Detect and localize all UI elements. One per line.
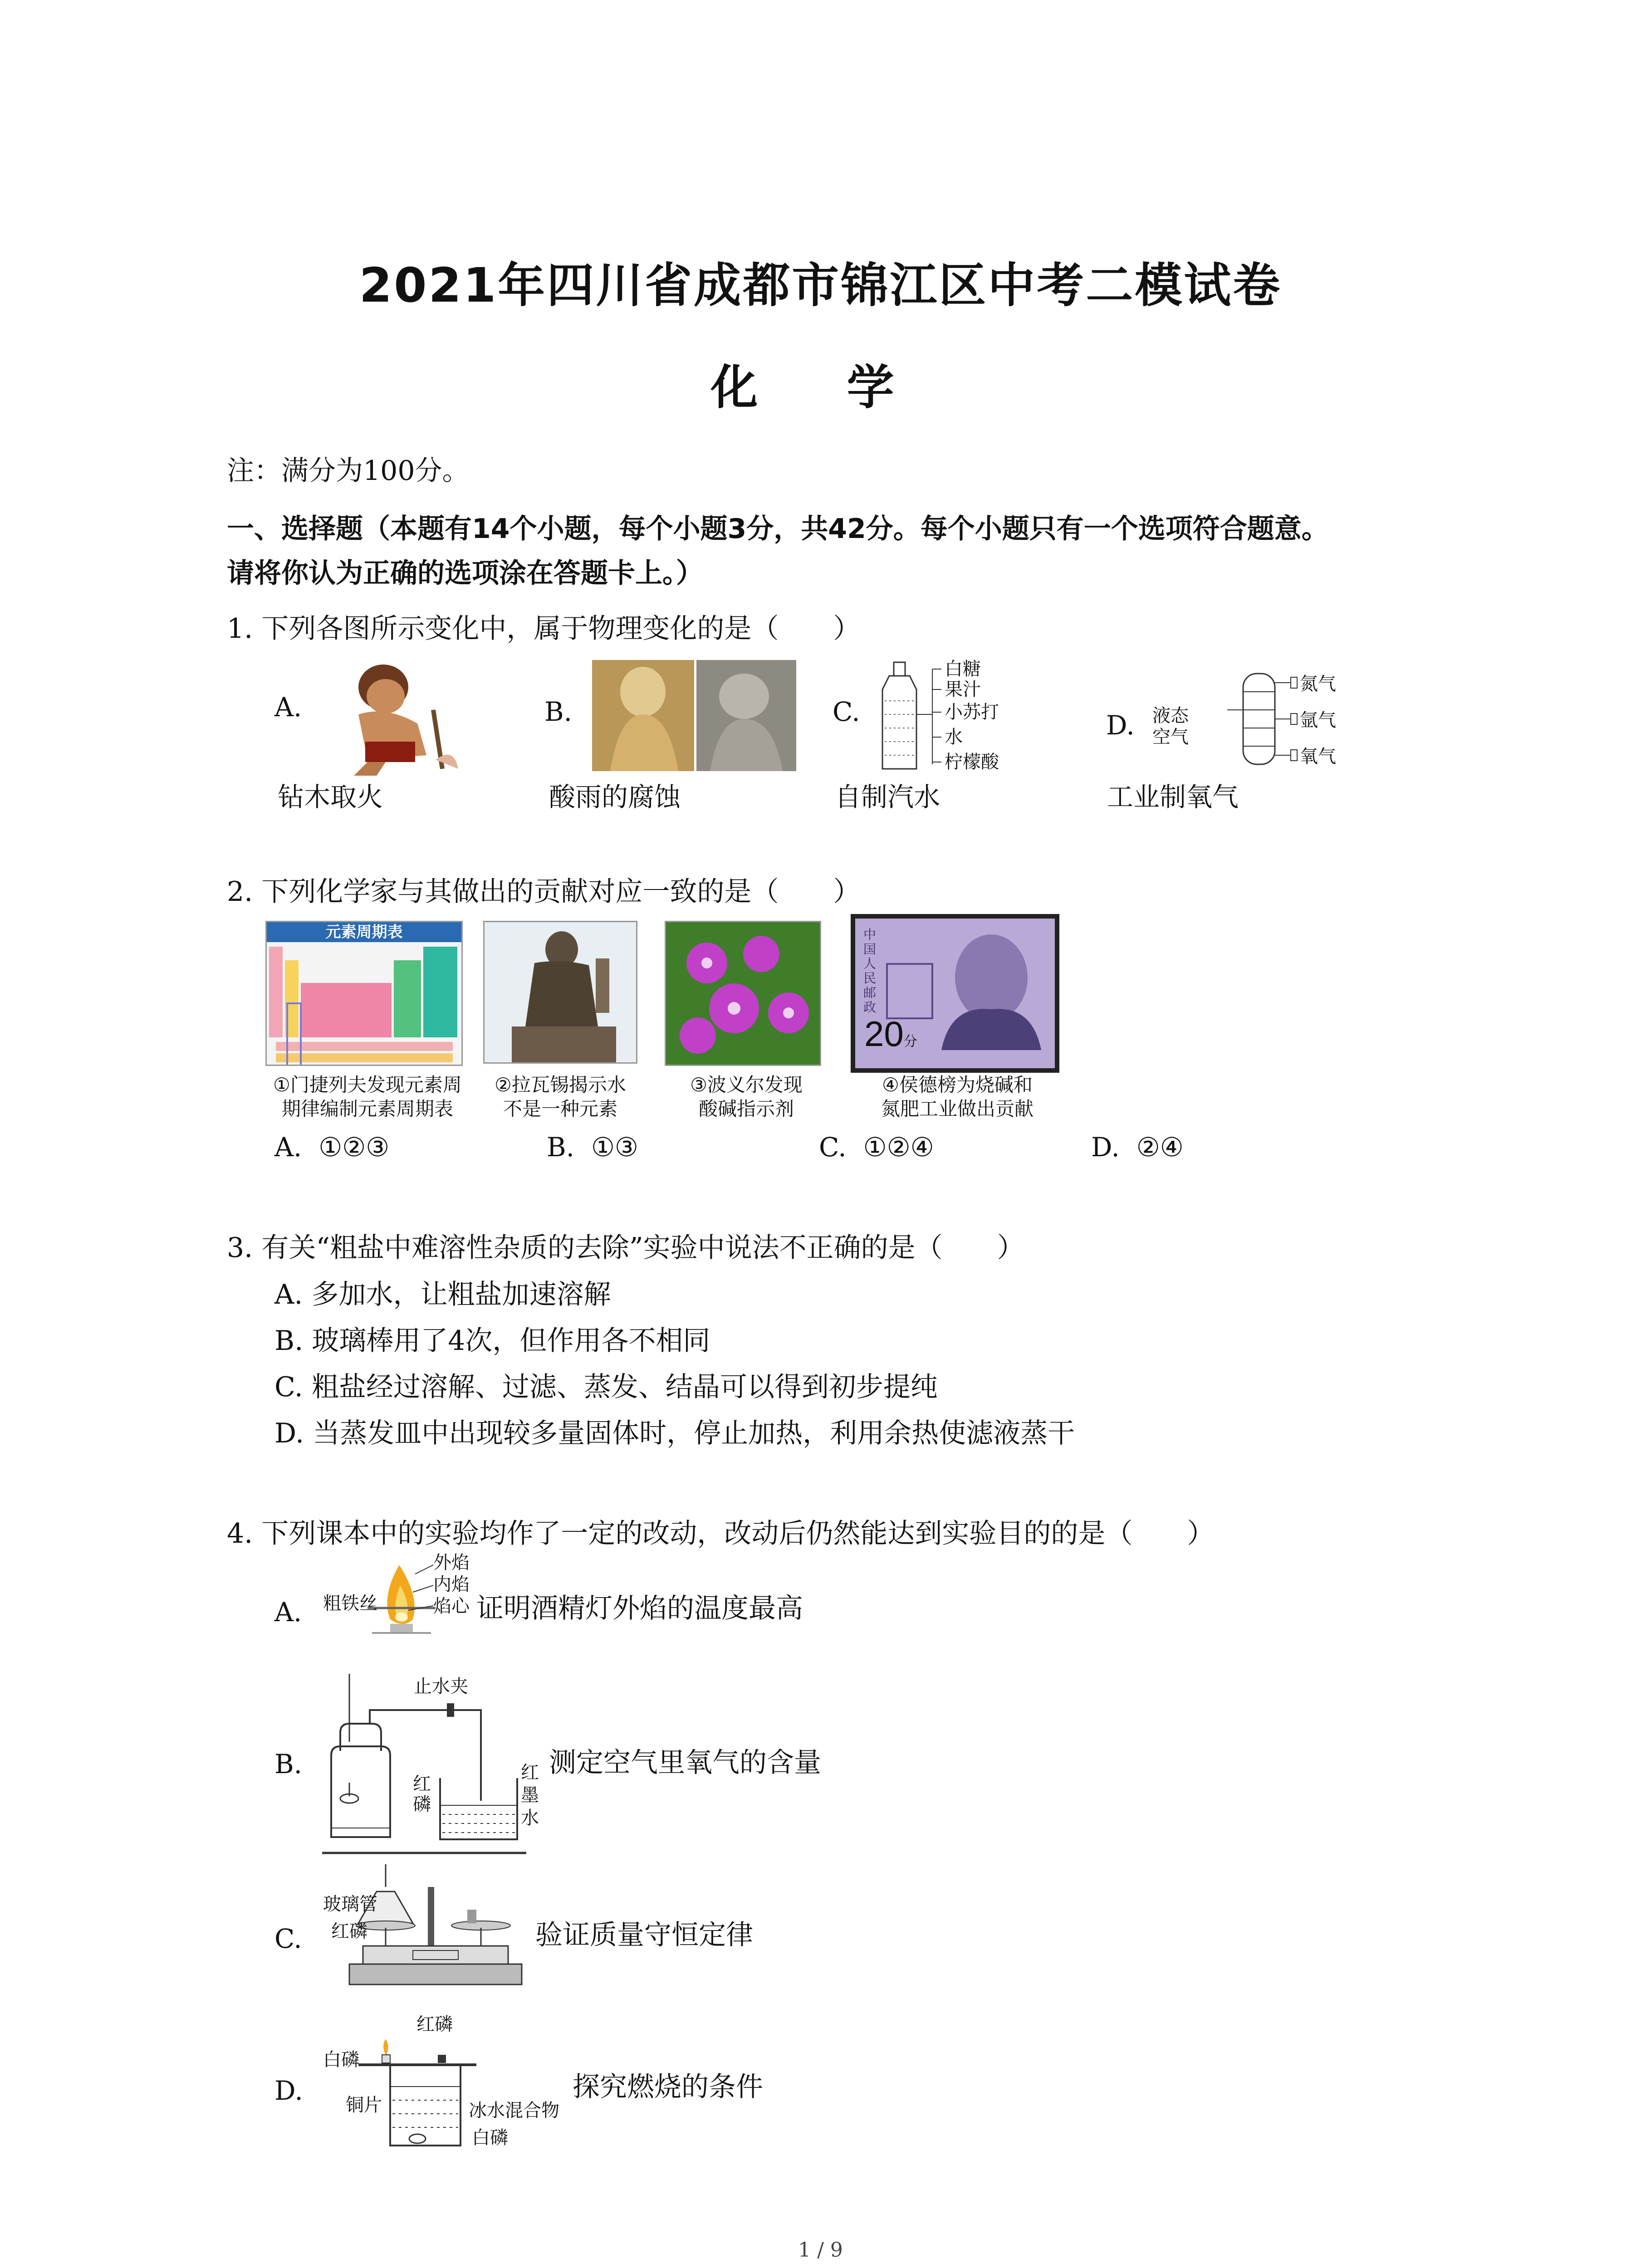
q1-option-a-caption: 钻木取火 [278,782,383,812]
flame-label-core: 焰心 [433,1596,470,1616]
stamp-unit: 分 [903,1034,917,1049]
q3-option-b: B. 玻璃棒用了4次，但作用各不相同 [274,1325,710,1357]
flame-label-inner: 内焰 [433,1574,470,1594]
combustion-label-red-phosphorus: 红磷 [416,2014,453,2034]
q1-option-d-letter: D. [1106,710,1135,741]
section-heading-line2: 请将你认为正确的选项涂在答题卡上。） [227,557,703,589]
q3-option-d: D. 当蒸发皿中出现较多量固体时，停止加热，利用余热使滤液蒸干 [274,1418,1075,1449]
periodic-table-grid [267,942,462,1065]
soda-label-juice: 果汁 [945,679,981,699]
q4-option-d-letter: D. [274,2075,303,2106]
q1-stem: 1. 下列各图所示变化中，属于物理变化的是（ ） [227,613,861,645]
flame-label-iron-wire: 粗铁丝 [323,1593,377,1613]
q1-option-c-letter: C. [833,696,860,727]
stamp-country: 中国人民邮政 [863,927,877,1015]
apparatus-label-red-2: 红 [521,1763,539,1783]
q4-option-b-text: 测定空气里氧气的含量 [549,1747,821,1779]
hou-debang-stamp-image [851,914,1059,1073]
q2-caption-4b: 氮肥工业做出贡献 [881,1098,1034,1119]
q2-option-b: B. ①③ [547,1132,638,1163]
apparatus-label-ink: 墨 [521,1785,539,1805]
balance-label-glass-tube: 玻璃管 [323,1894,377,1914]
q2-caption-1b: 期律编制元素周期表 [281,1098,453,1119]
soda-label-citric-acid: 柠檬酸 [945,752,999,772]
q4-option-c-text: 验证质量守恒定律 [535,1919,753,1951]
q3-stem: 3. 有关“粗盐中难溶性杂质的去除”实验中说法不正确的是（ ） [227,1232,1024,1264]
q1-option-c-caption: 自制汽水 [835,782,941,812]
q4-option-b-letter: B. [274,1749,303,1779]
q2-option-d: D. ②④ [1091,1132,1184,1163]
column-label-argon: 氩气 [1300,710,1336,730]
q1-industrial-oxygen-column [1189,665,1311,773]
q2-caption-1a: ①门捷列夫发现元素周 [273,1074,462,1095]
q2-caption-2b: 不是一种元素 [503,1098,617,1119]
q3-option-a: A. 多加水，让粗盐加速溶解 [274,1279,611,1310]
q1-option-d-caption: 工业制氧气 [1107,782,1239,812]
subject-title: 化 学 [710,360,931,415]
q2-caption-3a: ③波义尔发现 [690,1074,803,1095]
balance-mass-conservation-apparatus [345,1860,535,1996]
periodic-table-image [265,921,463,1066]
page-title: 2021年四川省成都市锦江区中考二模试卷 [359,258,1282,313]
q4-option-a-letter: A. [274,1597,302,1628]
q1-drilling-fire-illustration [318,655,467,778]
q2-stem: 2. 下列化学家与其做出的贡献对应一致的是（ ） [227,876,861,908]
q4-option-c-letter: C. [274,1923,302,1954]
combustion-label-ice-water: 冰水混合物 [469,2101,559,2121]
section-heading-line1: 一、选择题（本题有14个小题，每个小题3分，共42分。每个小题只有一个选项符合题意。 [227,513,1329,545]
q2-option-a: A. ①②③ [274,1132,390,1163]
q1-option-a-letter: A. [274,692,302,723]
balance-label-red-phosphorus: 红磷 [331,1921,367,1941]
column-label-air: 空气 [1152,727,1189,747]
q1-option-b-letter: B. [544,696,573,727]
q2-option-c: C. ①②④ [819,1132,934,1163]
column-label-oxygen: 氧气 [1300,747,1336,767]
soda-label-water: 水 [945,727,963,747]
column-label-liquid: 液态 [1152,706,1189,726]
page-number: 1 / 9 [798,2239,843,2262]
stamp-value: 20 [864,1014,904,1054]
apparatus-label-water: 水 [521,1808,539,1828]
q1-acid-rain-statue-photos [592,660,796,771]
q1-option-b-caption: 酸雨的腐蚀 [549,782,681,812]
combustion-label-copper-sheet: 铜片 [346,2095,382,2115]
column-label-nitrogen: 氮气 [1300,674,1336,694]
q4-option-a-text: 证明酒精灯外焰的温度最高 [476,1593,803,1624]
q3-option-c: C. 粗盐经过溶解、过滤、蒸发、结晶可以得到初步提纯 [274,1371,938,1403]
combustion-label-white-phosphorus-top: 白磷 [323,2050,359,2070]
q2-caption-4a: ④侯德榜为烧碱和 [882,1074,1033,1095]
combustion-label-white-phosphorus-bottom: 白磷 [472,2128,508,2148]
q2-caption-3b: 酸碱指示剂 [698,1098,794,1119]
periodic-table-header: 元素周期表 [267,922,461,942]
q4-stem: 4. 下列课本中的实验均作了一定的改动，改动后仍然能达到实验目的的是（ ） [227,1518,1215,1549]
soda-label-baking-soda: 小苏打 [945,702,999,722]
q2-caption-2a: ②拉瓦锡揭示水 [495,1074,626,1095]
apparatus-label-red-1: 红 [413,1774,431,1794]
q4-option-d-text: 探究燃烧的条件 [573,2071,763,2103]
flame-label-outer: 外焰 [433,1553,470,1573]
orchid-flowers-image [665,921,821,1066]
lavoisier-statue-image [483,921,637,1064]
soda-label-sugar: 白糖 [945,659,981,679]
score-note: 注：满分为100分。 [227,455,470,487]
apparatus-label-clamp: 止水夹 [414,1677,468,1696]
apparatus-label-phosphorus: 磷 [413,1794,431,1814]
